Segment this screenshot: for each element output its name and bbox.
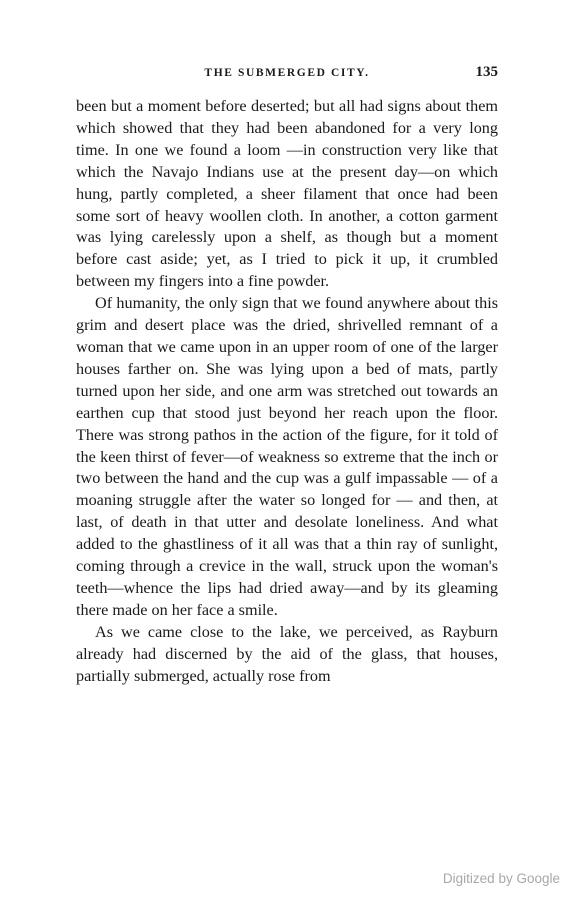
running-head bbox=[76, 64, 498, 84]
page-body bbox=[76, 96, 498, 687]
digitized-watermark: Digitized by Google bbox=[442, 871, 560, 886]
page-number: 135 bbox=[475, 64, 498, 80]
running-title: THE SUBMERGED CITY. bbox=[204, 67, 370, 79]
paragraph-1: been but a moment before deserted; but all had signs about them which showed that they had been abandoned for a very long time. In one we found a loom —in construction very like that which the Navajo Indians use at the present day—on which hung, partly completed, a sheer filament that once had been some sort of heavy woollen cloth. In another, a cotton garment was lying carelessly upon a shelf, as though but a moment before cast aside; yet, as I tried to pick it up, it crumbled between my fingers into a fine powder. bbox=[76, 97, 498, 291]
paragraph-3: As we came close to the lake, we perceived, as Rayburn already had discerned by the aid of the glass, that houses, partially submerged, actually rose from bbox=[76, 622, 498, 685]
paragraph-2: Of humanity, the only sign that we found anywhere about this grim and desert place was the dried, shrivelled remnant of a woman that we came upon in an upper room of one of the larger houses farther on. She was lying upon a bed of mats, partly turned upon her side, and one arm was stretched out towards an earthen cup that stood just beyond her reach upon the floor. There was strong pathos in the action of the figure, for it told of the keen thirst of fever—of weakness so extreme that the inch or two between the hand and the cup was a gulf impassable — of a moaning struggle after the water so longed for — and then, at last, of death in that utter and desolate loneliness. And what added to the ghastliness of it all was that a thin ray of sunlight, coming through a crevice in the wall, struck upon the woman's teeth—whence the lips had dried away—and by its gleaming there made on her face a smile. bbox=[76, 294, 498, 619]
